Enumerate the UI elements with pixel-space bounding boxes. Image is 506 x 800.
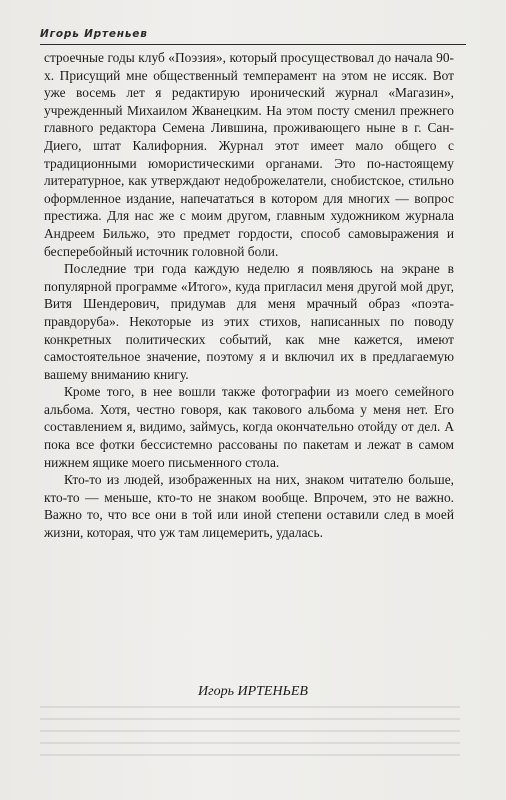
running-head-author: Игорь Иртеньев (40, 28, 148, 40)
paragraph: строечные годы клуб «Поэзия», который просуществовал до начала 90-х. Присущий мне общественный темперамент на этом не иссяк. Вот уже восемь лет я редактирую иронический журнал «Магазин», учрежденный Михаилом Жванецким. На этом посту сменил прежнего главного редактора Семена Лившина, проживающего ныне в г. Сан-Диего, штат Калифорния. Журнал этот имеет мало общего с традиционными юмористическими органами. Это по-настоящему литературное, как утверждают недоброжелатели, снобистское, стильно оформленное издание, напечататься в котором для многих — вопрос престижа. Для нас же с моим другом, главным художником журнала Андреем Бильжо, это предмет гордости, способ самовыражения и бесперебойный источник головной боли. (44, 50, 454, 259)
show-through-text (40, 706, 460, 766)
paragraph: Кроме того, в нее вошли также фотографии из моего семейного альбома. Хотя, честно говоря, как такового альбома у меня нет. Его составлением я, видимо, займусь, когда окончательно отойду от дел. А пока все фотки бессистемно рассованы по пакетам и лежат в самом нижнем ящике моего письменного стола. (44, 384, 454, 470)
running-head (40, 24, 466, 45)
author-signature: Игорь ИРТЕНЬЕВ (198, 684, 308, 699)
body-text (44, 49, 454, 542)
paragraph: Кто-то из людей, изображенных на них, знаком читателю больше, кто-то — меньше, кто-то не знаком вообще. Впрочем, это не важно. Важно то, что все они в той или иной степени оставили след в моей жизни, которая, что уж там лицемерить, удалась. (44, 472, 454, 541)
paragraph: Последние три года каждую неделю я появляюсь на экране в популярной программе «Итого», куда пригласил меня другой мой друг, Витя Шендерович, придумав для меня мрачный образ «поэта-правдоруба». Некоторые из этих стихов, написанных по поводу конкретных политических событий, как мне кажется, имеют самостоятельное значение, поэтому я и включил их в предлагаемую вашему вниманию книгу. (44, 261, 454, 382)
